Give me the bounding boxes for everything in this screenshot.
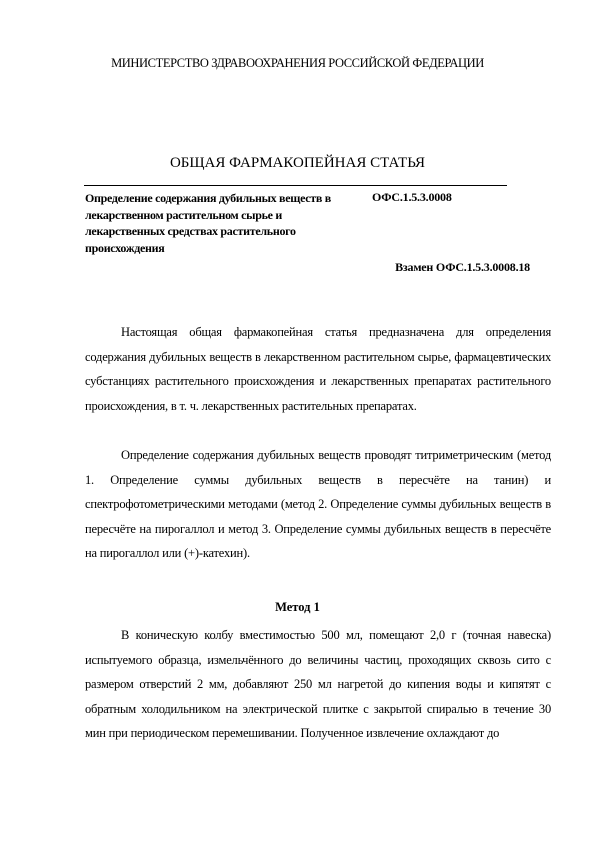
body-paragraph-2: Определение содержания дубильных веществ проводят титриметрическим (метод 1. Определение суммы дубильных веществ в пересчёте на танин) и спектрофотометрическими методами (метод 2. Определение суммы дубильных веществ в пересчёте на пирогаллол и метод 3. Определение суммы дубильных веществ в пересчёте на пирогаллол или (+)-катехин). [85,448,551,561]
body-paragraph-1: Настоящая общая фармакопейная статья предназначена для определения содержания дубильных веществ в лекарственном растительном сырье, фармацевтических субстанциях растительного происхождения и лекарственных препаратах растительного происхождения, в т. ч. лекарственных растительных препаратах. [85,325,551,413]
method-heading: Метод 1 [275,600,320,614]
replaces-note: Взамен ОФС.1.5.3.0008.18 [395,260,530,274]
ministry-heading: МИНИСТЕРСТВО ЗДРАВООХРАНЕНИЯ РОССИЙСКОЙ ФЕДЕРАЦИИ [111,56,484,70]
body-paragraph-3: В коническую колбу вместимостью 500 мл, помещают 2,0 г (точная навеска) испытуемого образца, измельчённого до величины частиц, проходящих сквозь сито с размером отверстий 2 мм, добавляют 250 мл нагретой до кипения воды и кипятят с обратным холодильником на электрической плитке с закрытой спиралью в течение 30 мин при периодическом перемешивании. Полученное извлечение охлаждают до [85,628,551,741]
article-code: ОФС.1.5.3.0008 [372,190,452,204]
header-divider [84,185,507,186]
article-subject: Определение содержания дубильных веществ в лекарственном растительном сырье и лекарственных средствах растительного происхождения [85,191,331,255]
document-title: ОБЩАЯ ФАРМАКОПЕЙНАЯ СТАТЬЯ [169,155,426,171]
